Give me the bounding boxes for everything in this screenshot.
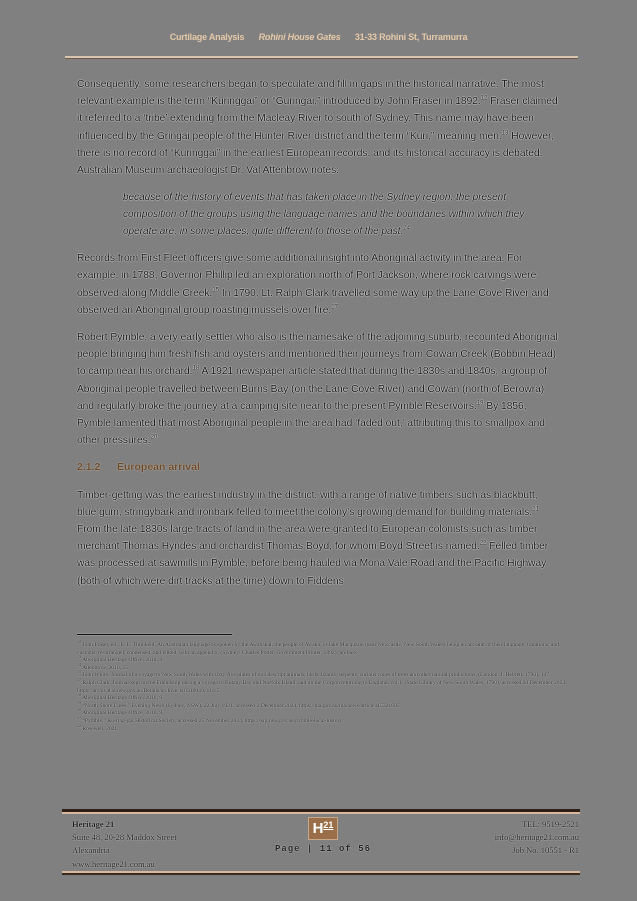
footnote: $^{12}$ John Fraser, ed., L. E. Threlkeld, An Australian language as spoken by the Awabakal, the people of Awaba, or lake Macquarie (near Newcastle, New South Wales) being an account of their language, traditions, and customs, re-arranged, condensed, and edited, with an appendix, (Sydney: Charles Potter, Government Printer, 1892), preface. bbox=[77, 639, 559, 656]
main-content bbox=[77, 76, 559, 600]
footnote-ref[interactable]: 21 bbox=[532, 506, 539, 513]
paragraph-first-fleet: Records from First Fleet officers give some additional insight into Aboriginal activity in the area. For example, in 1788, Governor Phillip led an exploration north of Port Jackson, where rock carvings were observed along Middle Creek.$^{15}$ In 1790, Lt. Ralph Clark travelled some way up the Lane Cove River and observed an Aboriginal group roasting mussels over fire.$^{17}$ bbox=[77, 253, 549, 316]
footnote-ref[interactable]: 12 bbox=[480, 95, 488, 102]
page-number: Page | 11 of 56 bbox=[274, 844, 371, 854]
section-number: 2.1.2 bbox=[77, 461, 101, 474]
footnote: $^{14}$ Attenbrow, 2010, 25. bbox=[77, 661, 130, 671]
footnote-ref[interactable]: 22 bbox=[479, 540, 487, 547]
footer-contact-info bbox=[495, 818, 579, 858]
footer-phone: TEL: 9519-2521 bbox=[522, 819, 579, 829]
footnote-divider bbox=[77, 634, 232, 635]
footer-center bbox=[268, 817, 378, 854]
footnote-ref[interactable]: 17 bbox=[331, 304, 338, 311]
running-header bbox=[0, 32, 637, 42]
footnote-ref[interactable]: 13 bbox=[501, 130, 509, 137]
footnote: $^{13}$ Aboriginal Heritage Office, 2018, 8. bbox=[77, 654, 164, 664]
footnote-ref[interactable]: 18 bbox=[192, 366, 200, 373]
footnote: $^{15}$ John White, Journal of a voyage to New South Wales with sixty-five plates of non descript animals, birds, lizards, serpents, curious cones of trees and other natural productions, (London: J. Debrett, 1790), 147. bbox=[77, 669, 551, 679]
paragraph-kuringgai: Consequently, some researchers began to speculate and fill in gaps in the historical narrative. The most relevant example is the term “Kuringgai” or “Guringai,” introduced by John Fraser in 1892.12 Fraser claimed it referred to a ‘tribe’ extending from the Macleay River to south of Sydney. This name may have been influenced by the Gringai people of the Hunter River district and the term “Kuri,” meaning men.$^{13}$ However, there is no record of “Kuringgai” in the earliest European records, and its historical accuracy is debated. Australian Museum archaeologist Dr. Val Attenbrow notes: bbox=[77, 79, 558, 177]
footnote: $^{17}$ Ralph Clark, Journal kept on the Friendship during a voyage to Botany Bay and Norfolk Island; and on the Gorgon returning to England, vol.1, (State Library of New South Wales, 1790), accessed 20 December 2024, https://archival.sl.nsw.gov.au/Details/archive/110319049, 114-5. bbox=[77, 677, 567, 694]
footer-address-line1: Suite 48, 20-28 Maddox Street bbox=[72, 832, 177, 843]
paragraph-pymble: Robert Pymble, a very early settler who also is the namesake of the adjoining suburb, recounted Aboriginal people bringing him fresh fish and oysters and mentioned their journeys from Cowan Creek (Bobbin Head) to camp near his orchard.$^{18}$ A 1921 newspaper article stated that during the 1830s and 1840s, a group of Aboriginal people travelled between Burns Bay (on the Lane Cove River) and Cowan (north of Berowra) and regularly broke the journey at a camping site near to the present Pymble Reservoirs.$^{19}$ By 1856, Pymble lamented that most Aboriginal people in the area had ‘faded out,’ attributing this to smallpox and other pressures.$^{20}$ bbox=[77, 332, 558, 447]
footnote: $^{22}$ Rosewell, 2021. bbox=[77, 722, 119, 732]
footer-divider-top bbox=[62, 809, 580, 814]
footnotes bbox=[77, 639, 567, 733]
footer-website-link[interactable]: www.heritage21.com.au bbox=[72, 858, 155, 869]
footnote: $^{18}$ Aboriginal Heritage Office, 2018, 9. bbox=[77, 692, 164, 702]
header-project: Rohini House Gates bbox=[258, 32, 341, 42]
footnote-ref[interactable]: 19 bbox=[476, 400, 484, 407]
footnote: $^{20}$ Aboriginal Heritage Office, 2018, 9. bbox=[77, 707, 164, 717]
footnote-ref[interactable]: 20 bbox=[150, 434, 158, 441]
paragraph-timber: Timber-getting was the earliest industry in the district, with a range of native timbers such as blackbutt, blue gum, stringybark and ironbark felled to meet the colony’s growing demand for building materials.$^{21}$ From the late 1830s large tracts of land in the area were granted to European colonists such as timber merchant Thomas Hyndes and orchardist Thomas Boyd, for whom Boyd Street is named.$^{22}$ Felled timber was processed at sawmills in Pymble, before being hauled via Mona Vale Road and the Pacific Highway (both of which were dirt tracks at the time) down to Fiddens bbox=[77, 489, 549, 587]
header-doc-type: Curtilage Analysis bbox=[169, 32, 245, 42]
section-title: European arrival bbox=[117, 461, 200, 474]
block-quote: because of the history of events that has taken place in the Sydney region, the present composition of the groups using the language names and the boundaries within which they operate are, in some places, quite different to those of the past.$^{14}$ bbox=[123, 192, 525, 238]
header-address: 31-33 Rohini St, Turramurra bbox=[354, 32, 468, 42]
footer-job-number: Job No. 10551 - R1 bbox=[512, 845, 579, 856]
footnote-ref[interactable]: 15 bbox=[212, 287, 220, 294]
header-divider bbox=[65, 56, 578, 59]
footnote-ref[interactable]: 14 bbox=[403, 225, 410, 232]
footer-address-line2: Alexandria bbox=[72, 845, 110, 856]
footer-email-link[interactable]: info@heritage21.com.au bbox=[494, 832, 579, 843]
section-heading bbox=[77, 459, 559, 476]
footer-company-name: Heritage 21 bbox=[72, 819, 115, 829]
footnote: $^{19}$ “North Shore Lines,” Evening News (Sydney, NSW), 22 July 1921, accessed 2 December 2024, https://nla.gov.au/nla.news-article115321605. bbox=[77, 699, 402, 709]
footer-divider-bottom bbox=[62, 871, 580, 875]
footnote: $^{21}$ “Pymble,” Ku-ring-gai Historical Society, accessed 25 November 2024, https://krg.nsw.gov.au/pymble-local-history/. bbox=[77, 715, 346, 724]
h21-logo: $H^{21}$ bbox=[308, 817, 339, 840]
footer-company-info bbox=[72, 818, 177, 871]
